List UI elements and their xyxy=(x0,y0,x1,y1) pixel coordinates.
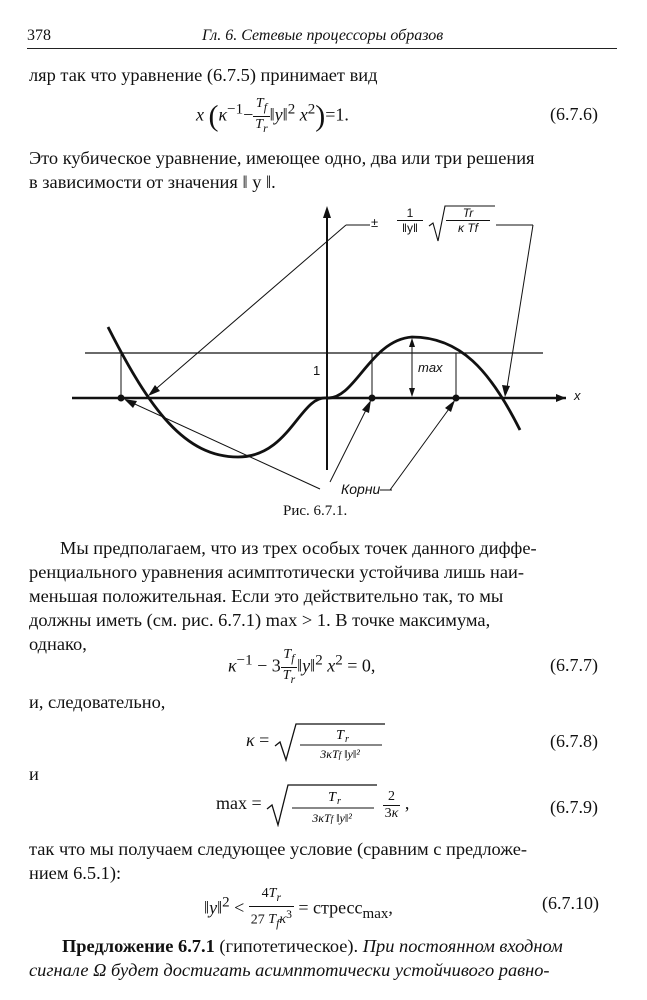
equation-6-7-8: κ = T r 3κTf ‖y‖² xyxy=(246,722,386,762)
y-axis-arrow xyxy=(323,206,331,218)
proposition-label: Предложение 6.7.1 xyxy=(62,936,215,956)
figure-label-one: 1 xyxy=(313,363,321,378)
root-point-right xyxy=(453,395,460,402)
roots-leader-right xyxy=(390,402,454,490)
cubic-curve xyxy=(108,327,520,457)
root-point-left xyxy=(118,395,125,402)
svg-text:r: r xyxy=(344,734,349,745)
equation-6-7-9: max = T r 3κTf ‖y‖² $\frac{2}{3\kappa}$ , xyxy=(216,783,409,827)
figure-label-x: x xyxy=(574,388,581,403)
max-arrow-down xyxy=(409,388,415,397)
equation-6-7-7: $\kappa^{-1} - 3$ $\frac{T_f}{T_r}$ ‖y‖$^2$ $x^2 = 0$, xyxy=(228,647,376,686)
paragraph-assumption-line2: ренциального уравнения асимптотически устойчива лишь наи- xyxy=(29,562,524,582)
figure-caption: Рис. 6.7.1. xyxy=(283,503,348,519)
paragraph-assumption-line4: должны иметь (см. рис. 6.7.1) max > 1. В точке максимума, xyxy=(29,610,491,630)
svg-text:T: T xyxy=(328,790,337,805)
paragraph-intro: ляр так что уравнение (6.7.5) принимает вид xyxy=(29,65,378,85)
max-arrow-up xyxy=(409,338,415,347)
paragraph-therefore: и, следовательно, xyxy=(29,692,166,712)
paragraph-condition-line1: так что мы получаем следующее условие (сравним с предложе- xyxy=(29,839,528,859)
root-point-mid xyxy=(369,395,376,402)
running-title: Гл. 6. Сетевые процессоры образов xyxy=(202,27,444,44)
x-axis-arrow xyxy=(556,394,566,402)
paragraph-and: и xyxy=(29,764,39,784)
figure-6-7-1 xyxy=(0,195,647,525)
roots-leader-mid xyxy=(330,402,370,482)
roots-arrow-left xyxy=(124,399,137,408)
paragraph-assumption-line3: меньшая положительная. Если это действительно так, то мы xyxy=(29,586,504,606)
leader-to-right-intersection xyxy=(506,225,533,394)
roots-leader-left xyxy=(126,400,320,489)
figure-label-max: max xyxy=(418,360,443,375)
figure-label-fraction: 1 ‖y‖ xyxy=(397,206,423,235)
equation-number-6-7-8: (6.7.8) xyxy=(550,731,598,751)
svg-text:r: r xyxy=(337,796,342,807)
paragraph-assumption-line1: Мы предполагаем, что из трех особых точек данного диффе- xyxy=(60,538,537,558)
equation-6-7-6: x ($\kappa^{-1}-$ $\frac{T_f}{T_r}$ ‖y‖$^2$ $x^2)=1$. xyxy=(196,96,349,135)
paragraph-assumption-line5: однако, xyxy=(29,634,87,654)
page-number: 378 xyxy=(27,27,51,44)
figure-label-roots: Корни xyxy=(341,481,381,497)
roots-arrow-right xyxy=(445,400,455,412)
equation-number-6-7-7: (6.7.7) xyxy=(550,655,598,675)
paragraph-condition-line2: нием 6.5.1): xyxy=(29,863,122,883)
figure-label-plusminus: ± xyxy=(371,215,379,230)
equation-number-6-7-9: (6.7.9) xyxy=(550,797,598,817)
figure-label-sqrt-fraction: Tr κ Tf xyxy=(446,206,490,235)
sqrt-sign-icon xyxy=(274,722,386,762)
equation-number-6-7-6: (6.7.6) xyxy=(550,104,598,124)
svg-text:T: T xyxy=(335,728,344,743)
equation-number-6-7-10: (6.7.10) xyxy=(542,893,599,913)
sqrt-sign-icon xyxy=(266,783,378,827)
svg-text:3κTf ‖y‖²: 3κTf ‖y‖² xyxy=(312,811,352,825)
paragraph-cubic-line2: в зависимости от значения ‖ y ‖. xyxy=(29,172,276,192)
proposition-text-1: При постоянном входном xyxy=(362,936,563,956)
roots-arrow-mid xyxy=(362,400,371,413)
leader-arrow-right xyxy=(502,385,510,397)
proposition-line2: сигнале Ω будет достигать асимптотически устойчивого равно- xyxy=(29,960,550,980)
svg-text:3κTf ‖y‖²: 3κTf ‖y‖² xyxy=(319,747,360,761)
proposition-line1 xyxy=(62,934,563,959)
header-rule xyxy=(27,48,617,49)
equation-6-7-10: ‖y‖$^2$ < $\frac{4T_r}{27 T_f\kappa^3}$ = стресс$_{max}$, xyxy=(204,886,393,931)
proposition-type: (гипотетическое). xyxy=(214,936,363,956)
paragraph-cubic-line1: Это кубическое уравнение, имеющее одно, два или три решения xyxy=(29,148,535,168)
